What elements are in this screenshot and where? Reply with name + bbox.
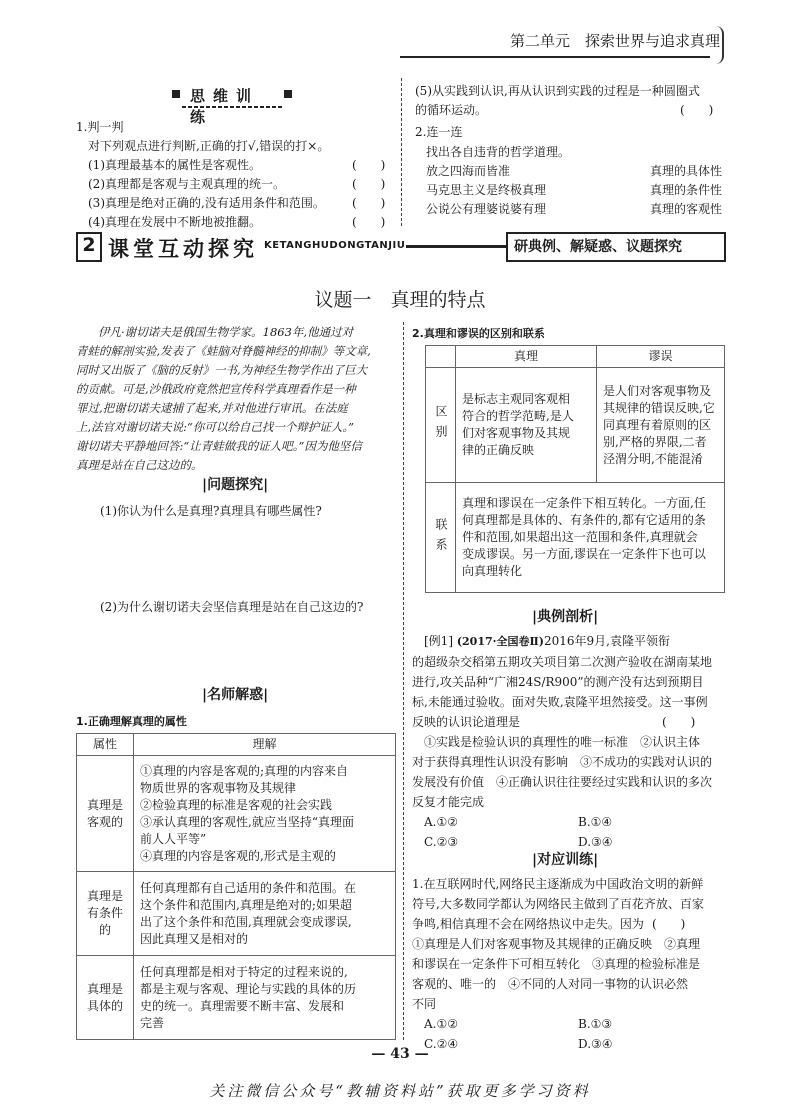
table-row — [77, 756, 396, 872]
bracket-left-icon: | — [532, 852, 538, 868]
unit-title: 第二单元 探索世界与追求真理 — [510, 32, 721, 50]
desc-line: ③承认真理的客观性,就应当坚持“真理面 — [140, 814, 354, 829]
diff-truth-cell — [456, 368, 597, 483]
truth-error-table — [425, 345, 725, 593]
table-row — [77, 734, 396, 756]
cell-line: 泾渭分明,不能混淆 — [603, 451, 703, 466]
teacher-heading-text: 名师解惑 — [207, 687, 264, 703]
section-number: 2 — [82, 234, 96, 256]
story-block — [76, 323, 396, 475]
option-row — [412, 812, 727, 832]
practice-block — [412, 874, 727, 1054]
example-answer-paren[interactable]: ( ) — [662, 715, 696, 729]
cell-line: 向真理转化 — [462, 564, 523, 578]
desc-line: ④真理的内容是客观的,形式是主观的 — [140, 848, 336, 863]
banner-dots-left-icon — [172, 90, 180, 98]
cell-line: 符合的哲学范畴,是人 — [462, 409, 574, 423]
option-row — [412, 1014, 727, 1034]
option-a[interactable]: A.①② — [424, 815, 458, 829]
inquiry-heading-text: 问题探究 — [207, 477, 264, 493]
cell-line: 件和范围,如果超出这一范围和条件,真理就会 — [462, 530, 698, 544]
cell-line: 是标志主观同客观相 — [462, 392, 571, 406]
header-bracket — [716, 26, 724, 64]
cell-line: 真理和谬误在一定条件下相互转化。一方面,任 — [462, 496, 706, 510]
desc-line: 物质世界的客观事物及其规律 — [140, 780, 297, 795]
table-cell-name: 真理是客观的 — [77, 756, 134, 872]
story-line: 的贡献。可是,沙俄政府竟然把宣传科学真理看作是一种 — [76, 382, 356, 396]
cell-line: 律的正确反映 — [462, 443, 535, 457]
option-d[interactable]: D.③④ — [578, 835, 613, 849]
option-c[interactable]: C.②④ — [424, 1037, 459, 1051]
practice-text: ①真理是人们对客观事物及其规律的正确反映 ②真理 — [412, 937, 701, 951]
example-text: 2016年9月,袁隆平领衔 — [543, 634, 670, 648]
table-header: 理解 — [134, 734, 396, 756]
bracket-left-icon: | — [202, 477, 208, 493]
link-label: 联系 — [426, 483, 456, 593]
q2-left-2[interactable]: 马克思主义是终极真理 — [426, 183, 547, 197]
q1-paren-1[interactable]: ( ) — [352, 158, 386, 172]
desc-line: 完善 — [140, 1015, 165, 1030]
diff-error-cell — [597, 368, 725, 483]
thinking-banner-title: 思维训练 — [190, 87, 260, 126]
q1-item-1: (1)真理最基本的属性是客观性。 — [88, 158, 261, 172]
example-heading — [532, 606, 598, 626]
teacher-sub2: 2.真理和谬误的区别和联系 — [412, 327, 545, 340]
practice-heading — [532, 849, 598, 869]
desc-line: 因此真理又是相对的 — [140, 931, 249, 946]
diff-label: 区别 — [426, 368, 456, 483]
column-divider-top — [401, 78, 402, 228]
option-c[interactable]: C.②③ — [424, 835, 459, 849]
table-row — [426, 368, 725, 483]
table-header: 真理 — [456, 346, 597, 368]
table-header: 谬误 — [597, 346, 725, 368]
desc-line: 这个条件和范围内,真理是绝对的;如果超 — [140, 897, 352, 912]
banner-underline — [182, 106, 282, 108]
story-line: 伊凡·谢切诺夫是俄国生物学家。1863年,他通过对 — [98, 325, 354, 339]
q2-left-3[interactable]: 公说公有理婆说婆有理 — [426, 202, 547, 216]
column-divider — [403, 322, 404, 1042]
section-pinyin: KETANGHUDONGTANJIU — [264, 240, 406, 251]
desc-line: 前人人平等” — [140, 831, 207, 846]
table-cell-name: 真理是有条件的 — [77, 872, 134, 956]
example-label: [例1] — [424, 634, 453, 648]
section-arrow-line — [406, 245, 506, 248]
desc-line: 都是主观与客观、理论与实践的具体的历 — [140, 981, 357, 996]
option-b[interactable]: B.①③ — [578, 1017, 613, 1031]
example-line — [412, 712, 727, 732]
table-row — [77, 956, 396, 1040]
table-row — [77, 872, 396, 956]
q1-item-4: (4)真理在发展中不断地被推翻。 — [88, 215, 261, 229]
desc-line: ①真理的内容是客观的;真理的内容来自 — [140, 763, 349, 778]
example-text: 对于获得真理性认识没有影响 ③不成功的实践对认识的 — [412, 755, 713, 769]
footer-note: 关注微信公众号“教辅资料站”获取更多学习资料 — [209, 1082, 591, 1100]
q2-left-1[interactable]: 放之四海而皆准 — [426, 164, 511, 178]
practice-text: 争鸣,相信真理不会在网络热议中走失。因为 — [412, 917, 644, 931]
banner-dots-right-icon — [284, 90, 292, 98]
q1-paren-4[interactable]: ( ) — [352, 215, 386, 229]
story-line: 同时又出版了《脑的反射》一书,为神经生物学作出了巨大 — [76, 363, 368, 377]
q2-right-2[interactable]: 真理的条件性 — [650, 183, 723, 197]
bracket-left-icon: | — [202, 687, 208, 703]
table-cell-name: 真理是具体的 — [77, 956, 134, 1040]
practice-answer-paren[interactable]: ( ) — [652, 917, 686, 931]
table-row — [426, 483, 725, 593]
story-line: 谢切诺夫平静地回答:“让青蛙做我的证人吧。”因为他坚信 — [76, 439, 362, 453]
page-number: — 43 — — [371, 1046, 429, 1062]
table-cell-desc — [134, 756, 396, 872]
practice-text: 客观的、唯一的 ④不同的人对同一事物的认识必然 — [412, 977, 689, 991]
section-title: 课堂互动探究 — [108, 237, 258, 261]
q1-intro: 对下列观点进行判断,正确的打√,错误的打×。 — [88, 139, 330, 153]
desc-line: 史的统一。真理需要不断丰富、发展和 — [140, 998, 345, 1013]
q2-right-1[interactable]: 真理的具体性 — [650, 164, 723, 178]
option-b[interactable]: B.①④ — [578, 815, 613, 829]
story-line: 罪过,把谢切诺夫逮捕了起来,并对他进行审讯。在法庭 — [76, 401, 348, 415]
table-row — [426, 346, 725, 368]
example-text: 的超级杂交稻第五期攻关项目第二次测产验收在湖南某地 — [412, 655, 713, 669]
section-banner — [76, 232, 724, 260]
example-text: ①实践是检验认识的真理性的唯一标准 ②认识主体 — [424, 735, 701, 749]
example-text: 发展没有价值 ④正确认识往往要经过实践和认识的多次 — [412, 775, 713, 789]
example-text: 反映的认识论道理是 — [412, 715, 521, 729]
q1-heading: 1.判一判 — [76, 120, 124, 134]
story-line: 青蛙的解剖实验,发表了《蛙脑对脊髓神经的抑制》等文章, — [76, 344, 371, 358]
bracket-right-icon: | — [263, 687, 269, 703]
desc-line: ②检验真理的标准是客观的社会实践 — [140, 797, 333, 812]
cell-line: 们对客观事物及其规 — [462, 426, 571, 440]
practice-heading-text: 对应训练 — [537, 852, 594, 868]
example-block — [412, 631, 727, 852]
practice-text: 不同 — [412, 997, 437, 1011]
cell-line: 其规律的错误反映,它 — [603, 400, 715, 415]
practice-text: 1.在互联网时代,网络民主逐渐成为中国政治文明的新鲜 — [412, 877, 704, 891]
table-cell-desc — [134, 872, 396, 956]
q2-heading: 2.连一连 — [415, 125, 463, 139]
bracket-right-icon: | — [593, 852, 599, 868]
section-tagline: 研典例、解疑惑、议题探究 — [514, 239, 682, 255]
desc-line: 出了这个条件和范围,真理就会变成谬误, — [140, 914, 352, 929]
link-cell — [456, 483, 725, 593]
table-corner — [426, 346, 456, 368]
q1-item-2: (2)真理都是客观与主观真理的统一。 — [88, 177, 285, 191]
desc-line: 任何真理都有自己适用的条件和范围。在 — [140, 880, 357, 895]
desc-line: 任何真理都是相对于特定的过程来说的, — [140, 964, 348, 979]
example-source: (2017·全国卷Ⅱ) — [456, 635, 544, 648]
q1-paren-5[interactable]: ( ) — [680, 103, 714, 117]
story-line: 真理是站在自己这边的。 — [76, 458, 203, 472]
q1-paren-3[interactable]: ( ) — [352, 196, 386, 210]
table-header: 属性 — [77, 734, 134, 756]
example-line — [412, 631, 727, 652]
q2-intro: 找出各自违背的哲学道理。 — [426, 145, 571, 159]
example-text: 标,未能通过验收。面对失败,袁隆平坦然接受。这一事例 — [412, 695, 708, 709]
attributes-table — [76, 733, 396, 1040]
q1-item-5-cont: 的循环运动。 — [415, 103, 488, 117]
story-line: 上,法官对谢切诺夫说:“你可以给自己找一个辩护证人。” — [76, 420, 355, 434]
inquiry-q1: (1)你认为什么是真理?真理具有哪些属性? — [100, 504, 322, 518]
cell-line: 别,严格的界限,二者 — [603, 434, 707, 449]
q1-paren-2[interactable]: ( ) — [352, 177, 386, 191]
thinking-banner — [172, 84, 292, 126]
example-text: 反复才能完成 — [412, 795, 485, 809]
q1-item-5: (5)从实践到认识,再从认识到实践的过程是一种圆圈式 — [415, 84, 700, 98]
teacher-sub1: 1.正确理解真理的属性 — [76, 715, 187, 728]
cell-line: 何真理都是具体的、有条件的,都有它适用的条 — [462, 513, 706, 527]
q1-item-3: (3)真理是绝对正确的,没有适用条件和范围。 — [88, 196, 325, 210]
cell-line: 同真理有着原则的区 — [603, 417, 712, 432]
practice-text: 符号,大多数同学都认为网络民主做到了百花齐放、百家 — [412, 897, 704, 911]
cell-line: 变成谬误。另一方面,谬误在一定条件下也可以 — [462, 547, 706, 561]
bracket-right-icon: | — [593, 609, 599, 625]
practice-line — [412, 914, 727, 934]
header-rule — [400, 56, 710, 58]
practice-text: 和谬误在一定条件下可相互转化 ③真理的检验标准是 — [412, 957, 701, 971]
table-cell-desc — [134, 956, 396, 1040]
bracket-right-icon: | — [263, 477, 269, 493]
teacher-heading — [202, 684, 268, 704]
example-text: 进行,攻关品种“广湘24S/R900”的测产没有达到预期目 — [412, 675, 704, 689]
topic-title: 议题一 真理的特点 — [314, 289, 486, 311]
inquiry-q2: (2)为什么谢切诺夫会坚信真理是站在自己这边的? — [100, 600, 364, 614]
bracket-left-icon: | — [532, 609, 538, 625]
option-a[interactable]: A.①② — [424, 1017, 458, 1031]
example-heading-text: 典例剖析 — [537, 609, 594, 625]
cell-line: 是人们对客观事物及 — [603, 383, 712, 398]
q2-right-3[interactable]: 真理的客观性 — [650, 202, 723, 216]
option-d[interactable]: D.③④ — [578, 1037, 613, 1051]
inquiry-heading — [202, 474, 268, 494]
